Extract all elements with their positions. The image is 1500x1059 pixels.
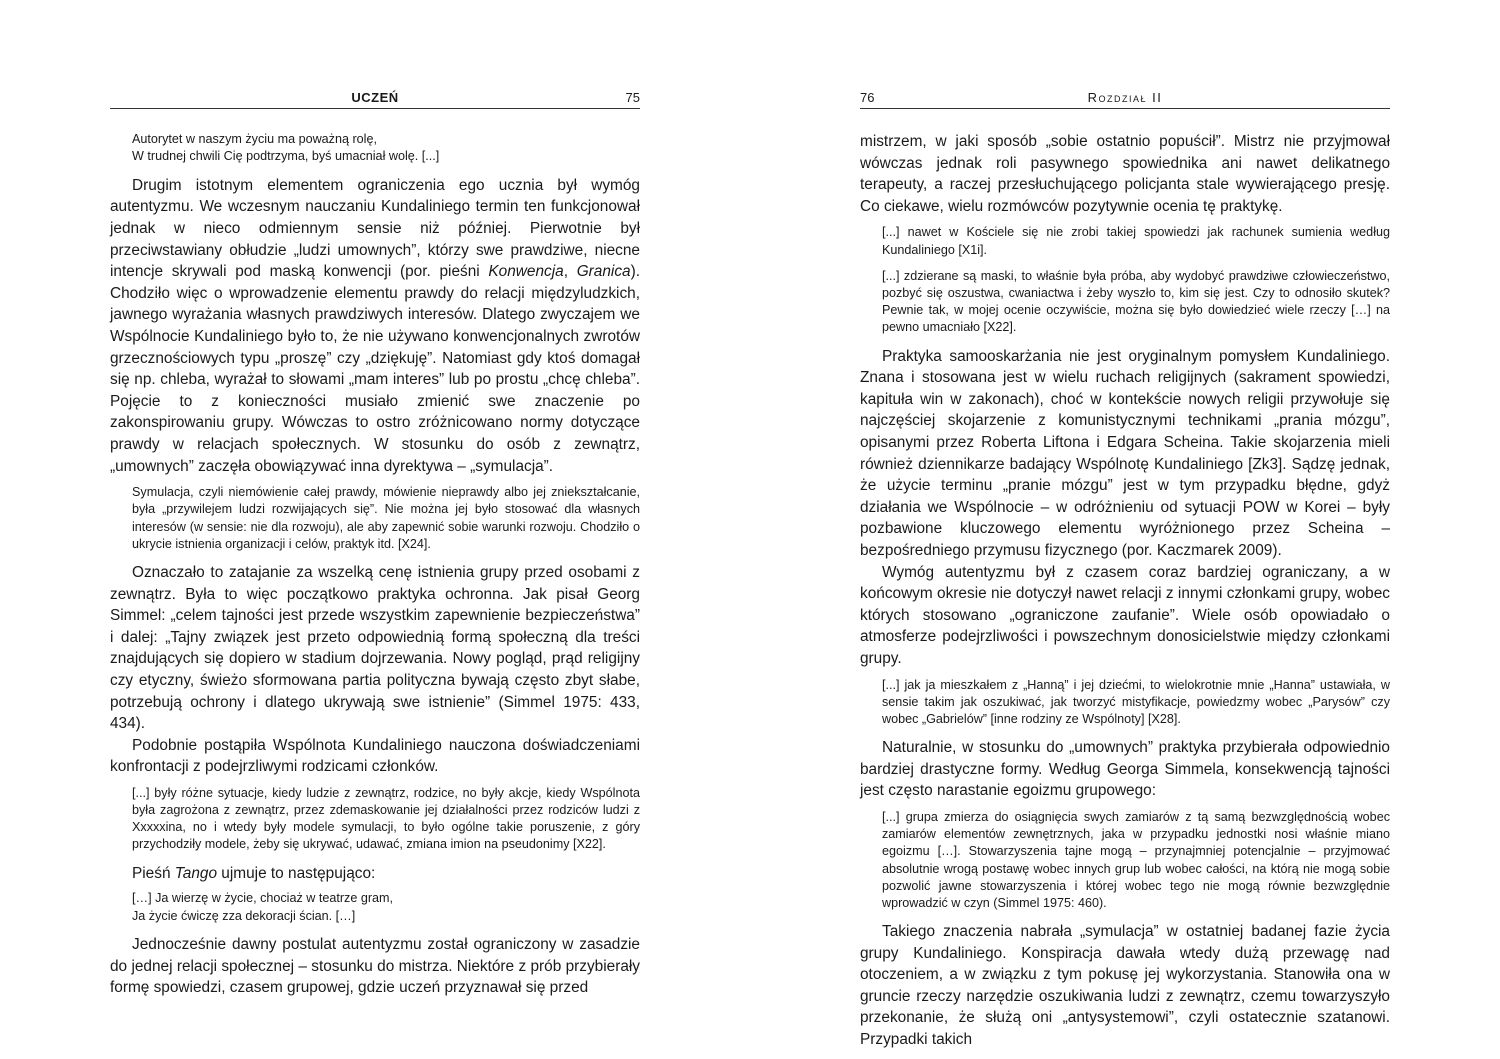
chapter-title: Rozdział II xyxy=(1087,90,1163,105)
paragraph: mistrzem, w jaki sposób „sobie ostatnio popuścił”. Mistrz nie przyjmował wówczas jednak roli pasywnego spowiednika ani nawet delikatnego terapeuty, a raczej przesłuchującego policjanta stale wywierającego presję. Co ciekawe, wielu rozmówców pozytywnie ocenia tę praktykę. xyxy=(860,133,1390,215)
paragraph: Oznaczało to zatajanie za wszelką cenę istnienia grupy przed osobami z zewnątrz. Była to więc początkowo praktyka ochronna. Jak pisał Georg Simmel: „celem tajności jest przede wszystkim zapewnienie bezpieczeństwa” i dalej: „Tajny związek jest przeto odpowiednią formą społeczną dla treści znajdujących się dopiero w stadium dojrzewania. Nowy pogląd, prąd religijny czy etyczny, świeżo sformowana partia polityczna bywają często zbyt słabe, potrzebują ochrony i dlatego ukrywają swe istnienie” (Simmel 1975: 433, 434). xyxy=(110,563,640,733)
left-page xyxy=(110,0,640,1059)
paragraph: Drugim istotnym elementem ograniczenia ego ucznia był wymóg autentyzmu. We wczesnym nauczaniu Kundaliniego termin ten funkcjonował jednak w nieco odmiennym sensie niż później. Pierwotnie był przeciwstawiany obłudzie „ludzi umownych”, którzy swe prawdziwe, niecne intencje skrywali pod maską konwencji (por. pieśni Konwencja, Granica). Chodziło więc o wprowadzenie elementu prawdy do relacji międzyludzkich, jawnego wyrażania własnych prawdziwych interesów. Dlatego zwyczajem we Wspólnocie Kundaliniego było to, że nie używano konwencjonalnych zwrotów grzecznościowych typu „proszę” czy „dziękuję”. Natomiast gdy ktoś domagał się np. chleba, wyrażał to słowami „mam interes” lub po prostu „chcę chleba”. Pojęcie to z konieczności musiało zmienić swe znaczenie po zakonspirowaniu grupy. Wówczas to ostro zróżnicowano normy dotyczące prawdy w relacjach społecznych. W stosunku do osób z zewnątrz, „umownych” zaczęła obowiązywać inna dyrektywa – „symulacja”. xyxy=(110,176,640,475)
paragraph: Pieśń Tango ujmuje to następująco: xyxy=(132,864,376,882)
page-number: 75 xyxy=(625,90,640,105)
verse-line: […] Ja wierzę w życie, chociaż w teatrze gram, xyxy=(132,891,394,906)
verse-line: Ja życie ćwiczę zza dekoracji ścian. […] xyxy=(132,908,356,923)
verse-quote xyxy=(132,131,640,166)
paragraph: Wymóg autentyzmu był z czasem coraz bardziej ograniczany, a w końcowym okresie nie dotyczył nawet relacji z innymi członkami grupy, wobec których stosowano „ograniczone zaufanie”. Wiele osób opowiadało o atmosferze podejrzliwości i powszechnym donosicielstwie między członkami grupy. xyxy=(860,563,1390,667)
chapter-title: UCZEŃ xyxy=(351,90,399,105)
block-quote xyxy=(132,484,640,553)
right-page xyxy=(860,0,1390,1059)
verse-line: W trudnej chwili Cię podtrzyma, byś umacniał wolę. [...] xyxy=(132,149,440,164)
running-head-right xyxy=(860,90,1390,109)
running-head-left xyxy=(110,90,640,109)
block-quote-text: [...] zdzierane są maski, to właśnie była próba, aby wydobyć prawdziwe człowieczeństwo, pozbyć się oszustwa, cwaniactwa i żeby wyszło to, kim się jest. Czy to odnosiło skutek? Pewnie tak, w mojej ocenie oczywiście, można się było dowiedzieć wiele rzeczy […] na pewno umacniało [X22]. xyxy=(882,268,1390,335)
paragraph: Jednocześnie dawny postulat autentyzmu został ograniczony w zasadzie do jednej relacji społecznej – stosunku do mistrza. Niektóre z prób przybierały formę spowiedzi, czasem grupowej, gdzie uczeń przyznawał się przed xyxy=(110,936,640,997)
block-quote-text: [...] nawet w Kościele się nie zrobi takiej spowiedzi jak rachunek sumienia według Kundaliniego [X1i]. xyxy=(882,225,1390,257)
block-quote-text: [...] jak ja mieszkałem z „Hanną” i jej dziećmi, to wielokrotnie mnie „Hanna” ustawiała, w sensie takim jak oszukiwać, jak tworzyć mistyfikacje, powiedzmy wobec „Parysów” czy wobec „Gabrielów” [inne rodziny ze Wspólnoty] [X28]. xyxy=(882,677,1390,726)
verse-line: Autorytet w naszym życiu ma poważną rolę, xyxy=(132,132,377,146)
left-page-body xyxy=(110,131,640,999)
verse-quote xyxy=(132,890,640,925)
page-number: 76 xyxy=(860,90,875,105)
block-quote xyxy=(882,677,1390,729)
paragraph: Takiego znaczenia nabrała „symulacja” w ostatniej badanej fazie życia grupy Kundaliniego. Konspiracja dawała wtedy dużą przewagę nad otoczeniem, a w związku z tym pokusę jej wykorzystania. Stanowiła ona w gruncie rzeczy narzędzie oszukiwania ludzi z zewnątrz, czemu towarzyszyło przekonanie, że służą oni „antysystemowi”, czyli ostatecznie szatanowi. Przypadki takich xyxy=(860,923,1390,1049)
paragraph: Naturalnie, w stosunku do „umownych” praktyka przybierała odpowiednio bardziej drastyczne formy. Według Georga Simmela, konsekwencją tajności jest często narastanie egoizmu grupowego: xyxy=(860,739,1390,800)
paragraph: Podobnie postąpiła Wspólnota Kundaliniego nauczona doświadczeniami konfrontacji z podejrzliwymi rodzicami członków. xyxy=(110,736,640,776)
right-page-body xyxy=(860,131,1390,1051)
block-quote-text: [...] były różne sytuacje, kiedy ludzie z zewnątrz, rodzice, no były akcje, kiedy Wspólnota była zagrożona z zewnątrz, przez zdemaskowanie jej działalności przez rodziców ludzi z Xxxxxina, no i wtedy były modele symulacji, to było ogólne takie poruszenie, z góry przychodziły modele, żeby się ukrywać, udawać, zmiana imion na pseudonimy [X22]. xyxy=(132,785,640,852)
block-quote xyxy=(882,268,1390,337)
block-quote xyxy=(882,224,1390,258)
block-quote xyxy=(132,785,640,854)
block-quote-text: [...] grupa zmierza do osiągnięcia swych zamiarów z tą samą bezwzględnością wobec zamiarów elementów zewnętrznych, jaka w przypadku jednostki nosi właśnie miano egoizmu […]. Stowarzyszenia tajne mogą – przynajmniej potencjalnie – przyjmować absolutnie wrogą postawę wobec innych grup lub wobec całości, na którą nie mogą sobie pozwolić jawne stowarzyszenia i której wobec tego nie mogą równie bezwzględnie wprowadzić w czyn (Simmel 1975: 460). xyxy=(882,809,1390,910)
paragraph: Praktyka samooskarżania nie jest oryginalnym pomysłem Kundaliniego. Znana i stosowana jest w wielu ruchach religijnych (sakrament spowiedzi, kapituła win w zakonach), choć w kontekście nowych religii przywołuje się najczęściej skojarzenie z komunistycznymi technikami „prania mózgu”, opisanymi przez Roberta Liftona i Edgara Scheina. Takie skojarzenia mieli również dziennikarze badający Wspólnotę Kundaliniego [Zk3]. Sądzę jednak, że użycie terminu „pranie mózgu” jest w tym przypadku błędne, gdyż działania we Wspólnocie – w odróżnieniu od sytuacji POW w Korei – były pozbawione kluczowego elementu wyróżnionego przez Scheina – bezpośredniego przymusu fizycznego (por. Kaczmarek 2009). xyxy=(860,347,1390,559)
block-quote-text: Symulacja, czyli niemówienie całej prawdy, mówienie nieprawdy albo jej zniekształcanie, była „przywilejem ludzi rozwijających się”. Nie można jej było stosować dla własnych interesów (w sensie: nie dla rozwoju), ale aby zapewnić sobie warunki rozwoju. Chodziło o ukrycie istnienia organizacji i celów, praktyk itd. [X24]. xyxy=(132,485,640,551)
block-quote xyxy=(882,809,1390,912)
